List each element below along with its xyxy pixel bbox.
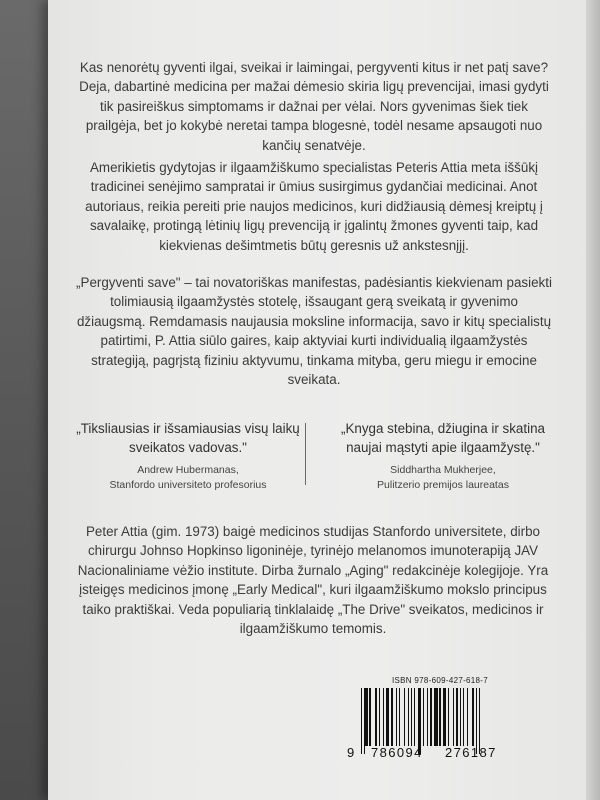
barcode-bar bbox=[375, 688, 377, 746]
quote-text: „Knyga stebina, džiugina ir skatina naujai mąstyti apie ilgaamžystę." bbox=[341, 421, 545, 455]
barcode-left-digits: 786094 bbox=[371, 745, 423, 760]
barcode-bar bbox=[427, 688, 428, 746]
quote-author-role: Stanfordo universiteto profesorius bbox=[109, 479, 267, 491]
barcode-bar bbox=[408, 688, 409, 746]
barcode-bar bbox=[391, 688, 393, 746]
book-page-edge bbox=[586, 0, 600, 800]
barcode-bar bbox=[379, 688, 380, 746]
barcode-bar bbox=[396, 688, 397, 746]
barcode-bar bbox=[414, 688, 415, 746]
barcode-bar bbox=[472, 688, 474, 746]
barcode-bar bbox=[411, 688, 412, 746]
author-challenge-paragraph: Amerikietis gydytojas ir ilgaamžiškumo specialistas Peteris Attia meta iššūkį tradicinei senėjimo sampratai ir ūmius susirgimus gydančiai medicinai. Anot autoriaus, reikia pereiti prie naujos medicinos, kuri didžiausią dėmesį kreiptų į savalaikę, protingą lėtinių ligų prevenciją ir įgalintų žmones gyventi taip, kad kiekvienas dešimtmetis būtų geresnis už ankstesnįjį. bbox=[85, 160, 543, 253]
author-bio-paragraph: Peter Attia (gim. 1973) baigė medicinos studijas Stanfordo universitete, dirbo chirurgu Johnso Hopkinso ligoninėje, tyrinėjo melanomos imunoterapiją JAV Nacionaliniame vėžio institute. Dirba žurnalo „Aging" redakcinėje kolegijoje. Yra įsteigęs medicinos įmonę „Early Medical", kuri ilgaamžiškumo mokslo principus taiko praktiškai. Veda populiarią tinklalaidę „The Drive" sveikatos, medicinos ir ilgaamžiškumo temomis. bbox=[77, 524, 549, 637]
barcode-bar bbox=[456, 688, 458, 746]
barcode-bar bbox=[386, 688, 389, 746]
quote-divider bbox=[305, 423, 306, 485]
barcode-bar bbox=[467, 688, 468, 746]
quote-author: Andrew Hubermanas, bbox=[137, 464, 239, 476]
quote-author: Siddhartha Mukherjee, bbox=[390, 464, 496, 476]
barcode-first-digit: 9 bbox=[347, 745, 356, 760]
manifesto-paragraph: „Pergyventi save" – tai novatoriškas manifestas, padėsiantis kiekvienam pasiekti tolimiausią ilgaamžystės stotelę, išsaugant gerą sveikatą ir gyvenimo džiaugsmą. Remdamasis naujausia moksline informacija, savo ir kitų specialistų patirtimi, P. Attia siūlo gaires, kaip aktyviai kurti individualią ilgaamžystės strategiją, pagrįstą fiziniu aktyvumu, tinkama mityba, geru miegu ir emocine sveikata. bbox=[76, 275, 552, 388]
intro-paragraph: Kas nenorėtų gyventi ilgai, sveikai ir laimingai, pergyventi kitus ir net patį save? Deja, dabartinė medicina per mažai dėmesio skiria ligų prevencijai, imasi gydyti tik pasireiškus simptomams ir dažnai per vėlai. Nors gyvenimas šiek tiek prailgėja, bet jo kokybė neretai tampa blogesnė, todėl nesame apsaugoti nuo kančių senatvėje. bbox=[79, 60, 549, 153]
barcode-bar bbox=[430, 688, 432, 746]
barcode-bar bbox=[439, 688, 440, 746]
barcode-bar bbox=[369, 688, 370, 746]
isbn-label: ISBN 978-609-427-618-7 bbox=[392, 676, 488, 685]
barcode-bar bbox=[383, 688, 384, 746]
barcode-bar bbox=[453, 688, 454, 746]
barcode-bar bbox=[463, 688, 464, 746]
barcode-bar bbox=[365, 688, 367, 746]
barcode-bar bbox=[404, 688, 405, 746]
barcode-bar bbox=[434, 688, 437, 746]
quote-mukherjee bbox=[323, 419, 563, 492]
barcode-bar bbox=[448, 688, 449, 746]
barcode-right-digits: 276187 bbox=[445, 745, 497, 760]
quote-huberman bbox=[68, 419, 308, 492]
barcode-bar bbox=[361, 688, 362, 754]
quote-text: „Tiksliausias ir išsamiausias visų laikų sveikatos vadovas." bbox=[76, 421, 300, 455]
quote-author-role: Pulitzerio premijos laureatas bbox=[377, 479, 509, 491]
barcode-bars bbox=[361, 688, 517, 746]
barcode-bar bbox=[460, 688, 461, 746]
barcode bbox=[345, 676, 521, 786]
barcode-bar bbox=[399, 688, 400, 746]
barcode-bar bbox=[423, 688, 424, 746]
barcode-bar bbox=[443, 688, 445, 746]
